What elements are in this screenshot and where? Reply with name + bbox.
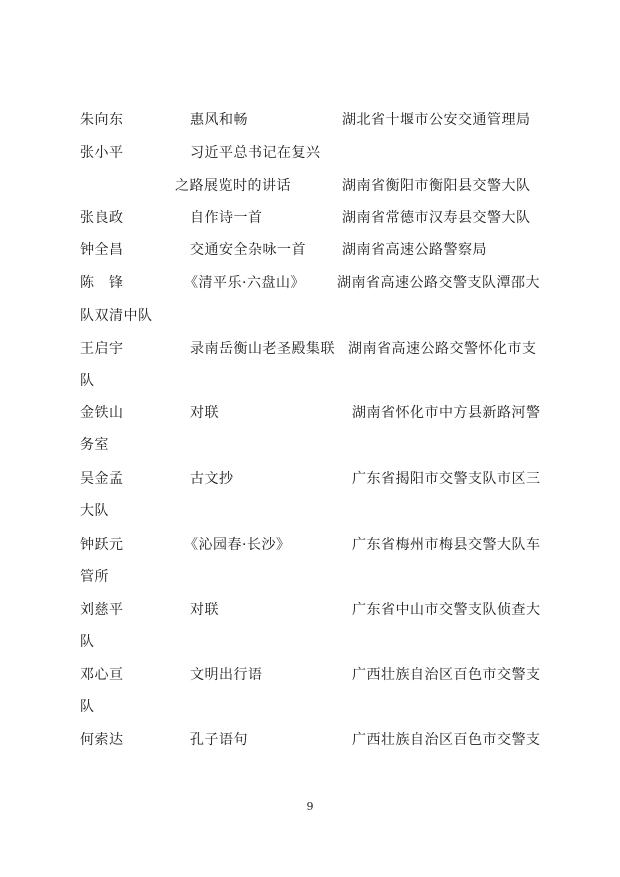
entry-unit: 广东省中山市交警支队侦查大 bbox=[352, 602, 541, 618]
entry-work: 《清平乐·六盘山》 bbox=[184, 275, 305, 291]
entry-work: 古文抄 bbox=[190, 471, 234, 487]
entry-unit: 广东省梅州市梅县交警大队车 bbox=[352, 537, 541, 553]
entry-name: 邓心亘 bbox=[80, 667, 124, 683]
entry-unit: 湖南省常德市汉寿县交警大队 bbox=[342, 210, 531, 226]
entry-name: 吴金孟 bbox=[80, 471, 124, 487]
entry-unit: 湖南省高速公路交警怀化市支 bbox=[348, 341, 537, 357]
entry-work: 孔子语句 bbox=[190, 732, 248, 748]
entry-unit-continuation: 大队 bbox=[80, 503, 109, 519]
entry-unit: 湖南省衡阳市衡阳县交警大队 bbox=[342, 178, 531, 194]
entry-name: 何索达 bbox=[80, 732, 124, 748]
entry-unit-continuation: 队 bbox=[80, 634, 95, 650]
entry-work: 交通安全杂咏一首 bbox=[190, 242, 306, 258]
entry-name: 刘慈平 bbox=[80, 602, 124, 618]
entry-work-continuation: 之路展览时的讲话 bbox=[175, 178, 291, 194]
entry-unit-continuation: 队 bbox=[80, 373, 95, 389]
entry-unit: 湖南省高速公路警察局 bbox=[342, 242, 487, 258]
entry-work: 惠风和畅 bbox=[190, 112, 248, 128]
entry-work: 文明出行语 bbox=[190, 667, 263, 683]
entry-name: 王启宇 bbox=[80, 341, 124, 357]
entry-work: 习近平总书记在复兴 bbox=[190, 145, 321, 161]
entry-work: 对联 bbox=[190, 405, 219, 421]
entry-unit: 湖南省高速公路交警支队潭邵大 bbox=[337, 275, 540, 291]
entry-unit-continuation: 管所 bbox=[80, 569, 109, 585]
entry-work: 对联 bbox=[190, 602, 219, 618]
entry-work: 自作诗一首 bbox=[190, 210, 263, 226]
entry-unit-continuation: 务室 bbox=[80, 437, 109, 453]
entry-unit: 广西壮族自治区百色市交警支 bbox=[352, 667, 541, 683]
page-number: 9 bbox=[306, 800, 314, 813]
entry-name: 钟全昌 bbox=[80, 242, 124, 258]
entry-name: 张小平 bbox=[80, 145, 124, 161]
entry-unit: 广东省揭阳市交警支队市区三 bbox=[352, 471, 541, 487]
entry-work: 《沁园春·长沙》 bbox=[184, 537, 291, 553]
entry-unit: 广西壮族自治区百色市交警支 bbox=[352, 732, 541, 748]
entry-name: 朱向东 bbox=[80, 112, 124, 128]
entry-work: 录南岳衡山老圣殿集联 bbox=[190, 341, 335, 357]
entry-name: 钟跃元 bbox=[80, 537, 124, 553]
entry-name: 陈 锋 bbox=[80, 275, 124, 291]
entry-name: 金铁山 bbox=[80, 405, 124, 421]
entry-unit-continuation: 队双清中队 bbox=[80, 308, 153, 324]
entry-unit: 湖北省十堰市公安交通管理局 bbox=[342, 112, 531, 128]
entry-unit-continuation: 队 bbox=[80, 699, 95, 715]
entry-unit: 湖南省怀化市中方县新路河警 bbox=[352, 405, 541, 421]
entry-name: 张良政 bbox=[80, 210, 124, 226]
